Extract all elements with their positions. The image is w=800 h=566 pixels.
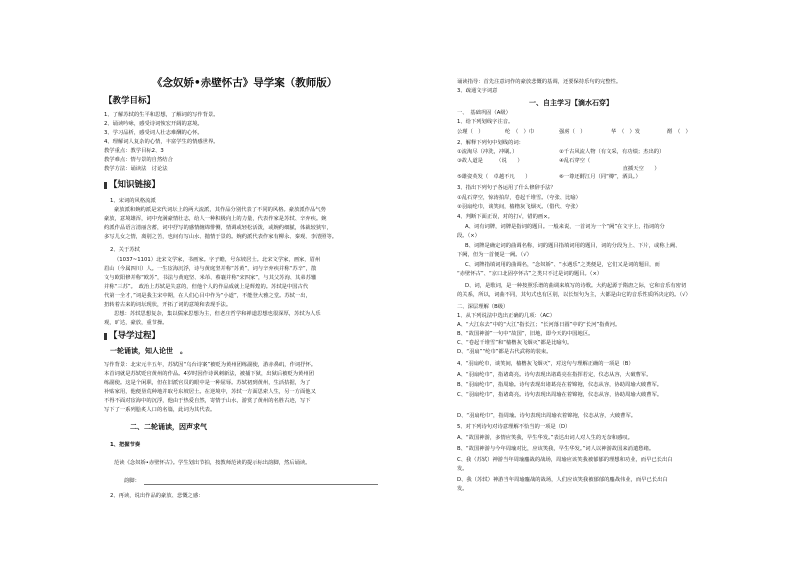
pinyin-item: 公瑾（ ） xyxy=(457,129,484,135)
process-heading: 【导学过程】 xyxy=(104,333,160,340)
round1-title: 一轮诵读，知人论世 。 xyxy=(110,347,187,355)
judge-b: B、词牌是确定词的曲调名称，词的题目指填词用的题目，词的分段为上、下片，或称上阙、 xyxy=(465,243,681,249)
teaching-focus: 教学重点：教学目标2、3 xyxy=(104,148,164,154)
explain-item: ④乱石穿空（ xyxy=(559,158,628,164)
sushi-title: 2、关于苏轼 xyxy=(110,247,140,253)
explain-item: ③故人道是 （说 ） xyxy=(457,158,523,164)
rhyme-label: 韵脚： xyxy=(124,478,140,484)
choice-option: 发。 xyxy=(457,466,468,472)
choice-option: A、“故国神游，多情应笑我，早生华发。”表达出词人对人生的无奈和感叹。 xyxy=(457,435,633,441)
ci-style-line: 约派作品语言清丽含蓄，词中抒写的感情缠绵悱恻，情调或轻松活泼，或婉约细腻，体裁较狭窄， xyxy=(104,225,332,231)
ci-style-line: 多写儿女之情，离别之苦，也间有写山水、抛情于景的。婉约派代表作家有柳永、秦观、李清照等。 xyxy=(104,234,338,240)
sushi-line: 文与欧阳修并称“欧苏”，书法与黄庭坚、米芾、蔡襄并称“宋四家”，与其父苏洵、其弟苏辙 xyxy=(104,275,317,281)
choice-option: A、“大江东去”中的“大江”指长江；“长河落日圆”中的“长河”指黄河。 xyxy=(457,322,621,328)
explain-item: ①流淘尽（冲洗，冲刷。） xyxy=(457,149,518,155)
objective-2: 2、诵读吟咏，感受诗词恢宏开阔的意境。 xyxy=(104,121,203,127)
choice-option: D、“羽扇纶巾”，指周瑜。诗句表现出周瑜衣着锦袍，仪态从容，大破曹军。 xyxy=(457,413,637,419)
sushi-line: 思想：苏轼思想复杂，集以儒家思想为主，但老庄哲学和禅道思想也很深厚，苏轼为人乐 xyxy=(114,311,321,317)
choice-option: C、我（苏轼）神游当年周瑜鏖战的战场，周瑜应该笑我被郁郁的理想和功业，而早已长出白 xyxy=(457,457,673,463)
round2-title: 二、二轮诵读，因声求气 xyxy=(130,423,207,431)
choice-option: B、“故国神游与今年周瑜对比，应该笑我，早生华发。”词人以神游故国来消遣愁绪。 xyxy=(457,446,655,452)
sushi-line: 扭转着古来的词坛现状，开拓了词的意境和表现手法。 xyxy=(104,302,232,308)
background-line: 不得不面对宦海中的沉浮，他由于热爱自然，寄情于山水，游赏了黄州的名胜古迹，写下 xyxy=(104,398,311,404)
rhythm-subtitle: 1、把握节奏 xyxy=(110,442,141,448)
explain-item: 直插天空 ） xyxy=(559,166,660,172)
judge-d: 的关系，所以，词曲不同，其句式也有区别，以长短句为主，大都是由它的音乐性质所决定的。（√） xyxy=(457,292,691,298)
ci-style-title: 1、宋词的风格流派 xyxy=(110,198,156,204)
background-line: 写下了一系列脍炙人口的名篇，此词为其代表。 xyxy=(104,407,216,413)
judge-c: “赤壁怀古”、“京口北固亭怀古”之类只不过是词的题目。（×） xyxy=(457,271,603,277)
teaching-method: 教学方法：诵读法 讨论法 xyxy=(104,166,168,172)
background-line: 补贴家用，他便垦荒种地并取号东坡居士。在逆境中，苏轼一方面思索人生，另一方面他又 xyxy=(104,389,316,395)
pinyin-item: 纶 （ ）巾 xyxy=(505,129,535,135)
sushi-line: 观，旷达，豪放，重节操。 xyxy=(104,320,168,326)
choice-question-1: 1、从下列说法中选出正确的几项：（AC） xyxy=(457,313,555,319)
deep-understanding-heading: 二、深层理解（B级） xyxy=(457,304,509,310)
objective-3: 3、学习品析，感受词人壮志难酬的心怀。 xyxy=(104,130,203,136)
basic-level: 一、 基础巩固（A级） xyxy=(457,110,511,116)
background-line: 写作背景：北宋元丰五年，苏轼因“乌台诗案”被贬为黄州团练副使，游赤鼻矶，作词抒怀。 xyxy=(104,362,317,368)
choice-question-4: 4、“羽扇纶巾，谈笑间，樯橹灰飞烟灭”，对这句与理解正确的一项是（B） xyxy=(457,361,634,367)
pinyin-item: 华 （ ）发 xyxy=(611,129,641,135)
choice-option: D、我（苏轼）神游当年周瑜鏖战的战场，人们应该笑我被郁郁的鏖战伟业，而早已长出白 xyxy=(457,477,668,483)
sushi-line: 代第一全才，”词是我主宋中期，在人们心目中作为“小道”，不能登大雅之堂。苏轼一出， xyxy=(104,293,311,299)
judge-c: C、词牌指填词用的曲调名，“念奴娇”、“水遇乐”之类便是，它们又是词的题目，而 xyxy=(465,262,660,268)
pinyin-item: 酹 （ ） xyxy=(667,129,691,135)
objective-1: 1、了解苏轼的生平和思想，了解词的写作背景。 xyxy=(104,112,219,118)
objective-4: 4、理解词人复杂的心情，丰富学生的情感世界。 xyxy=(104,139,219,145)
judge-a: A、词有词牌，词牌是指词的题目。一般来说，一首词为一个“阙”在文字上，指词的分 xyxy=(465,224,665,230)
background-line: 练副使。这是个闲职，但在旧派官员的眼中是一种屈辱。苏轼初到黄州，生活拮据，为了 xyxy=(104,380,311,386)
ci-style-line: 豪放派和婉约派是宋代词坛上的两大流派，其作品分别代表了不同的风格。豪放派作品气势 xyxy=(114,207,326,213)
explain-item: ②千古风流人物（有文采，有功绩；杰出的） xyxy=(559,149,665,155)
explain-item: ⑤雄姿英发（ 卓越不凡 ） xyxy=(457,174,531,180)
page-title: 《念奴娇•赤壁怀古》导学案（教师版） xyxy=(152,77,338,89)
background-line: 本首词就是苏轼贬官黄州的作品。4岁时因作诗讽刺新法，被捕下狱，出狱后被贬为黄州团 xyxy=(104,371,314,377)
choice-option: B、“故国神游”一句中“故国”，旧地，即今天的中国地区。 xyxy=(457,331,594,337)
ci-style-line: 豪放，意境雄浑，词中充满豪情壮志，给人一种积极向上的力量，代表作家是苏轼、辛弃疾。婉 xyxy=(104,216,327,222)
judge-d: D、词，是歌词，是一种按照乐谱的曲调来填写的诗歌。大约起源于隋唐之际，它和音乐有密切 xyxy=(465,283,687,289)
reading-guide: 诵读指导：首先注意词作的豪放悲慨的基调，还要保持乐句的完整性。 xyxy=(457,79,622,85)
rhetoric-question: 3、指出下列句子各运用了什么修辞手法？ xyxy=(457,185,556,191)
choice-option: B、“羽扇纶巾”，指周瑜。诗句表现出诸葛亮在着锦袍，仪态从容，协助周瑜大破曹军。 xyxy=(457,382,663,388)
pinyin-item: 强虏（ ） xyxy=(559,129,586,135)
rhetoric-item: ②羽扇纶巾，谈笑间，樯橹灰飞烟灭。（借代、夸张） xyxy=(457,204,581,210)
sushi-line: 眉山（今属四川）人。一生宦海沉浮，诗与黄庭坚并称“苏黄”，词与辛弃疾并称“苏辛”，散 xyxy=(104,266,317,272)
choice-option: C、“羽扇纶巾”，指诸葛亮。诗句表现出周瑜在着锦袍，仪态从容，协助周瑜大破曹军。 xyxy=(457,392,663,398)
rhyme-answer-line[interactable] xyxy=(144,484,378,485)
choice-option: C、“卷起千堆雪”和“樯橹灰飞烟灭”都是比喻句。 xyxy=(457,340,573,346)
sushi-line: （1037~1101）北宋文学家，书画家。字子瞻，号东坡居士。北宋文学家，画家，眉州 xyxy=(114,257,321,263)
explain-item: ⑥一尊还酹江月（同“樽”，酒具。） xyxy=(559,174,641,180)
knowledge-heading: 【知识链接】 xyxy=(104,182,160,189)
judge-b: 下阙，但为一首便是一阙。（√） xyxy=(457,252,532,258)
reread-question: 2、再读，说出作品的豪放、悲慨之感： xyxy=(110,493,204,499)
teaching-difficulty: 教学难点：情与景的自然结合 xyxy=(104,157,173,163)
judge-question: 4、判断下面正误，对的打√，错的画×。 xyxy=(457,214,553,220)
pinyin-question: 1、给下列划线字注音。 xyxy=(457,119,514,125)
choice-question-5: 5、对下列诗句对诗意理解不恰当的一项是（D） xyxy=(457,424,571,430)
word-meaning-title: 3、疏通文字词意 xyxy=(457,88,498,94)
objectives-heading: 【教学目标】 xyxy=(104,96,156,106)
self-study-heading: 一、自主学习【滴水石穿】 xyxy=(529,99,613,107)
judge-a: 段。（×） xyxy=(457,233,480,239)
choice-option: 发。 xyxy=(457,486,468,492)
choice-option: D、“羽扇”“纶巾”都是古代武将的装束。 xyxy=(457,349,552,355)
choice-option: A、“羽扇纶巾”，指诸葛亮。诗句表现出诸葛亮在指挥若定，仪态从容，大破曹军。 xyxy=(457,372,652,378)
explain-question: 2、解释下列句中划线的词： xyxy=(457,140,524,146)
sushi-line: 并称“三苏”。 政治上苏轼是失意的，但他个人的作品成就上是辉煌的。苏轼是中国古代 xyxy=(104,284,309,290)
rhetoric-item: ①乱石穿空，惊涛拍岸，卷起千堆雪。（夸张、比喻） xyxy=(457,195,581,201)
rhythm-instruction: 范读《念奴娇•赤壁怀古》。学生划出节拍，按教师范读的提示标出韵脚，然后诵读。 xyxy=(114,460,311,466)
